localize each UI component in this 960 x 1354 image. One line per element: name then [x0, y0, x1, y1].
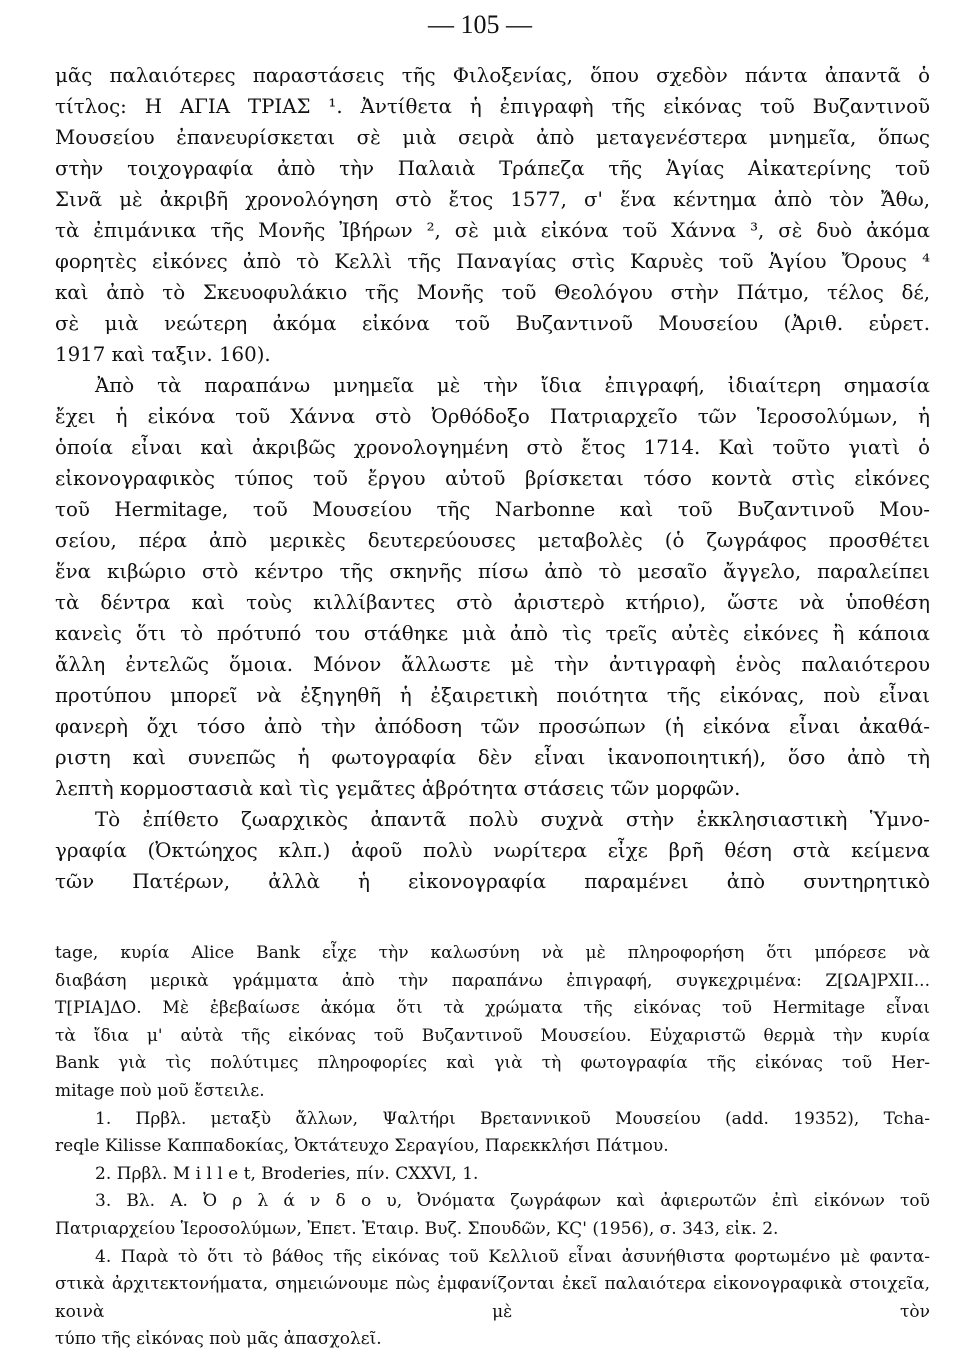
text-line: τοῦ Hermitage, τοῦ Μουσείου τῆς Narbonne καὶ τοῦ Βυζαντινοῦ Μου-: [55, 498, 930, 521]
footnote-line: Πατριαρχείου Ἱεροσολύμων, Ἐπετ. Ἑταιρ. Βυζ. Σπουδῶν, ΚϚ' (1956), σ. 343, εἰκ. 2.: [55, 1218, 779, 1239]
footnote-line: reqle Kilisse Καππαδοκίας, Ὀκτάτευχο Σεραγίου, Παρεκκλήσι Πάτμου.: [55, 1136, 669, 1157]
text-line: κανεὶς ὅτι τὸ πρότυπό του στάθηκε μιὰ ἀπὸ τὶς τρεῖς αὐτὲς εἰκόνες ἢ κάποια: [55, 622, 930, 645]
footnote-line: Bank γιὰ τὶς πολύτιμες πληροφορίες καὶ γιὰ τὴ φωτογραφία τῆς εἰκόνας τοῦ Her-: [55, 1053, 930, 1074]
text-line: γραφία (Ὀκτώηχος κλπ.) ἀφοῦ πολὺ νωρίτερα εἶχε βρῆ θέση στὰ κείμενα: [55, 839, 930, 862]
footnote-line: 3. Βλ. Α. Ὀ ρ λ ά ν δ ο υ, Ὀνόματα ζωγράφων καὶ ἀφιερωτῶν ἐπὶ εἰκόνων τοῦ: [95, 1191, 930, 1212]
text-line: λεπτὴ κορμοστασιὰ καὶ τὶς γεμᾶτες ἁβρότητα στάσεις τῶν μορφῶν.: [55, 777, 741, 800]
footnote-line: 1. Πρβλ. μεταξὺ ἄλλων, Ψαλτήρι Βρεταννικοῦ Μουσείου (add. 19352), Tcha-: [95, 1108, 930, 1129]
text-line: εἰκονογραφικὸς τύπος τοῦ ἔργου αὐτοῦ βρίσκεται τόσο κοντὰ στὶς εἰκόνες: [55, 467, 930, 490]
main-text: [55, 60, 930, 897]
text-line: 1917 καὶ ταξιν. 160).: [55, 343, 271, 366]
footnote-continuation: [55, 940, 930, 1106]
footnote-line: τὰ ἴδια μ' αὐτὰ τῆς εἰκόνας τοῦ Βυζαντινοῦ Μουσείου. Εὐχαριστῶ θερμὰ τὴν κυρία: [55, 1025, 930, 1046]
text-line: σὲ μιὰ νεώτερη ἀκόμα εἰκόνα τοῦ Βυζαντινοῦ Μουσείου (Ἀριθ. εὑρετ.: [55, 312, 930, 335]
text-line: ἔχει ἡ εἰκόνα τοῦ Χάννα στὸ Ὀρθόδοξο Πατριαρχεῖο τῶν Ἱεροσολύμων, ἡ: [55, 405, 930, 428]
footnote-line: στικὰ ἀρχιτεκτονήματα, σημειώνουμε πὼς ἐμφανίζονται ἐκεῖ παλαιότερα εἰκονογραφικὰ στοιχεῖα, κοινὰ μὲ τὸν: [55, 1274, 930, 1322]
footnote-1: [55, 1106, 930, 1161]
text-line: φανερὴ ὄχι τόσο ἀπὸ τὴν ἀπόδοση τῶν προσώπων (ἡ εἰκόνα εἶναι ἀκαθά-: [55, 715, 930, 738]
text-line: σείου, πέρα ἀπὸ μερικὲς δευτερεύουσες μεταβολὲς (ὁ ζωγράφος προσθέτει: [55, 529, 930, 552]
text-line: ἕνα κιβώριο στὸ κέντρο τῆς σκηνῆς πίσω ἀπὸ τὸ μεσαῖο ἄγγελο, παραλείπει: [55, 560, 930, 583]
text-line: τίτλος: Η ΑΓΙΑ ΤΡΙΑΣ ¹. Ἀντίθετα ἡ ἐπιγραφὴ τῆς εἰκόνας τοῦ Βυζαντινοῦ: [55, 95, 930, 118]
text-line: ἄλλη ἐντελῶς ὅμοια. Μόνον ἄλλωστε μὲ τὴν ἀντιγραφὴ ἑνὸς παλαιότερου: [55, 653, 930, 676]
footnote-2: [55, 1161, 930, 1189]
text-line: Τὸ ἐπίθετο ζωαρχικὸς ἀπαντᾶ πολὺ συχνὰ στὴν ἐκκλησιαστικὴ Ὑμνο-: [95, 808, 930, 831]
text-line: καὶ ἀπὸ τὸ Σκευοφυλάκιο τῆς Μονῆς τοῦ Θεολόγου στὴν Πάτμο, τέλος δέ,: [55, 281, 930, 304]
text-line: μᾶς παλαιότερες παραστάσεις τῆς Φιλοξενίας, ὅπου σχεδὸν πάντα ἀπαντᾶ ὁ: [55, 64, 930, 87]
footnote-line: mitage ποὺ μοῦ ἔστειλε.: [55, 1080, 265, 1101]
footnote-line: Τ[ΡΙΑ]ΔΟ. Μὲ ἐβεβαίωσε ἀκόμα ὅτι τὰ χρώματα τῆς εἰκόνας τοῦ Hermitage εἶναι: [55, 998, 930, 1019]
text-line: τὰ ἐπιμάνικα τῆς Μονῆς Ἰβήρων ², σὲ μιὰ εἰκόνα τοῦ Χάννα ³, σὲ δυὸ ἀκόμα: [55, 219, 930, 242]
text-line: φορητὲς εἰκόνες ἀπὸ τὸ Κελλὶ τῆς Παναγίας στὶς Καρυὲς τοῦ Ἁγίου Ὄρους ⁴: [55, 250, 930, 273]
text-line: Σινᾶ μὲ ἀκριβῆ χρονολόγηση στὸ ἔτος 1577, σ' ἕνα κέντημα ἀπὸ τὸν Ἄθω,: [55, 188, 930, 211]
text-line: τὰ δέντρα καὶ τοὺς κιλλίβαντες στὸ ἀριστερὸ κτήριο), ὥστε νὰ ὑποθέση: [55, 591, 930, 614]
footnote-line: tage, κυρία Alice Bank εἶχε τὴν καλωσύνη νὰ μὲ πληροφορήση ὅτι μπόρεσε νὰ: [55, 943, 930, 963]
text-line: προτύπου μπορεῖ νὰ ἐξηγηθῆ ἡ ἐξαιρετικὴ ποιότητα τῆς εἰκόνας, ποὺ εἶναι: [55, 684, 930, 707]
footnote-3: [55, 1188, 930, 1243]
paragraph-1: [55, 60, 930, 370]
paragraph-3: [55, 804, 930, 897]
footnote-line: τύπο τῆς εἰκόνας ποὺ μᾶς ἀπασχολεῖ.: [55, 1329, 382, 1350]
footnote-line: 2. Πρβλ. M i l l e t, Broderies, πίν. CXXVI, 1.: [95, 1163, 479, 1184]
text-line: Μουσείου ἐπανευρίσκεται σὲ μιὰ σειρὰ ἀπὸ μεταγενέστερα μνημεῖα, ὅπως: [55, 126, 930, 149]
text-line: ὁποία εἶναι καὶ ἀκριβῶς χρονολογημένη στὸ ἔτος 1714. Καὶ τοῦτο γιατὶ ὁ: [55, 436, 930, 459]
text-line: τῶν Πατέρων, ἀλλὰ ἡ εἰκονογραφία παραμένει ἀπὸ συντηρητικὸ: [55, 870, 930, 893]
text-line: ριστη καὶ συνεπῶς ἡ φωτογραφία δὲν εἶναι ἱκανοποιητική), ὅσο ἀπὸ τὴ: [55, 746, 930, 769]
footnote-line: διαβάση μερικὰ γράμματα ἀπὸ τὴν παραπάνω ἐπιγραφή, συγκεχριμένα: Ζ[ΩΑ]ΡΧΙΙ...: [55, 970, 930, 991]
footnotes: [55, 940, 930, 1354]
footnote-line: 4. Παρὰ τὸ ὅτι τὸ βάθος τῆς εἰκόνας τοῦ Κελλιοῦ εἶναι ἀσυνήθιστα φορτωμένο μὲ φαντα-: [95, 1246, 930, 1267]
page-number: — 105 —: [428, 10, 532, 39]
text-line: Ἀπὸ τὰ παραπάνω μνημεῖα μὲ τὴν ἴδια ἐπιγραφή, ἰδιαίτερη σημασία: [95, 374, 930, 397]
paragraph-2: [55, 370, 930, 804]
text-line: στὴν τοιχογραφία ἀπὸ τὴν Παλαιὰ Τράπεζα τῆς Ἁγίας Αἰκατερίνης τοῦ: [55, 157, 930, 180]
footnote-4: [55, 1244, 930, 1354]
